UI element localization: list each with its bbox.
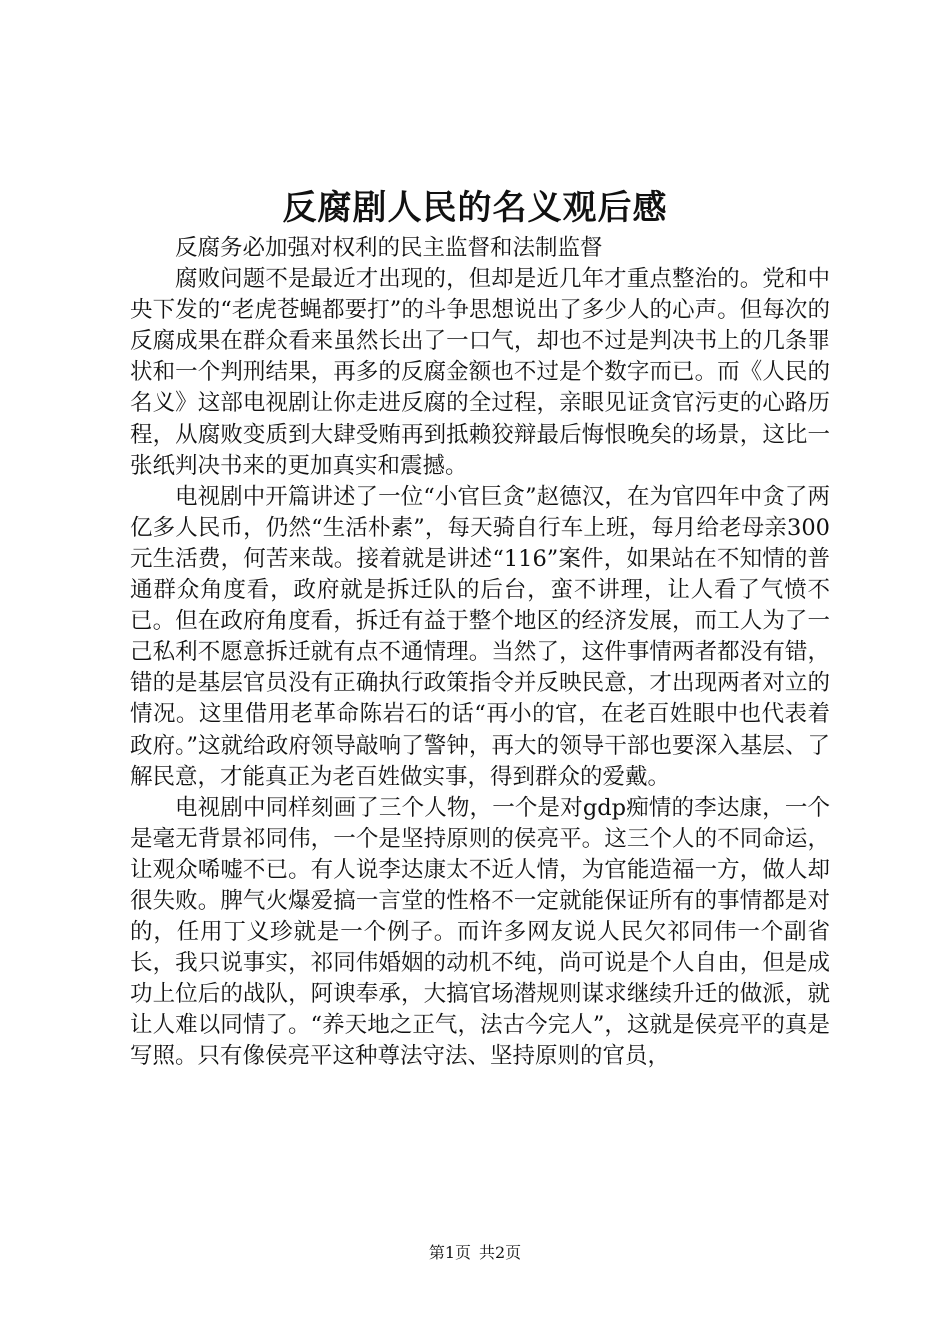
paragraph: 腐败问题不是最近才出现的，但却是近几年才重点整治的。党和中央下发的“老虎苍蝇都要打”的斗争思想说出了多少人的心声。但每次的反腐成果在群众看来虽然长出了一口气，却也不过是判决书上的几条罪状和一个判刑结果，再多的反腐金额也不过是个数字而已。而《人民的名义》这部电视剧让你走进反腐的全过程，亲眼见证贪官污吏的心路历程，从腐败变质到大肆受贿再到抵赖狡辩最后悔恨晚矣的场景，这比一张纸判决书来的更加真实和震撼。 xyxy=(130,266,830,479)
paragraph: 电视剧中同样刻画了三个人物，一个是对gdp痴情的李达康，一个是毫无背景祁同伟，一个是坚持原则的侯亮平。这三个人的不同命运，让观众唏嘘不已。有人说李达康太不近人情，为官能造福一方，做人却很失败。脾气火爆爱搞一言堂的性格不一定就能保证所有的事情都是对的，任用丁义珍就是一个例子。而许多网友说人民欠祁同伟一个副省长，我只说事实，祁同伟婚姻的动机不纯，尚可说是个人自由，但是成功上位后的战队，阿谀奉承，大搞官场潜规则谋求继续升迁的做派，就让人难以同情了。“养天地之正气，法古今完人”，这就是侯亮平的真是写照。只有像侯亮平这种尊法守法、坚持原则的官员， xyxy=(130,794,830,1070)
page-total: 共2页 xyxy=(479,1243,522,1262)
document-subtitle: 反腐务必加强对权利的民主监督和法制监督 xyxy=(175,235,603,261)
page-number: 第1页 xyxy=(428,1243,471,1262)
page-footer xyxy=(0,1242,950,1264)
document-body xyxy=(130,233,830,1073)
paragraph: 电视剧中开篇讲述了一位“小官巨贪”赵德汉，在为官四年中贪了两亿多人民币，仍然“生活朴素”，每天骑自行车上班，每月给老母亲300元生活费，何苦来哉。接着就是讲述“116”案件，如果站在不知情的普通群众角度看，政府就是拆迁队的后台，蛮不讲理，让人看了气愤不已。但在政府角度看，拆迁有益于整个地区的经济发展，而工人为了一己私利不愿意拆迁就有点不通情理。当然了，这件事情两者都没有错，错的是基层官员没有正确执行政策指令并反映民意，才出现两者对立的情况。这里借用老革命陈岩石的话“再小的官，在老百姓眼中也代表着政府。”这就给政府领导敲响了警钟，再大的领导干部也要深入基层、了解民意，才能真正为老百姓做实事，得到群众的爱戴。 xyxy=(130,483,830,790)
document-title: 反腐剧人民的名义观后感 xyxy=(282,188,668,228)
